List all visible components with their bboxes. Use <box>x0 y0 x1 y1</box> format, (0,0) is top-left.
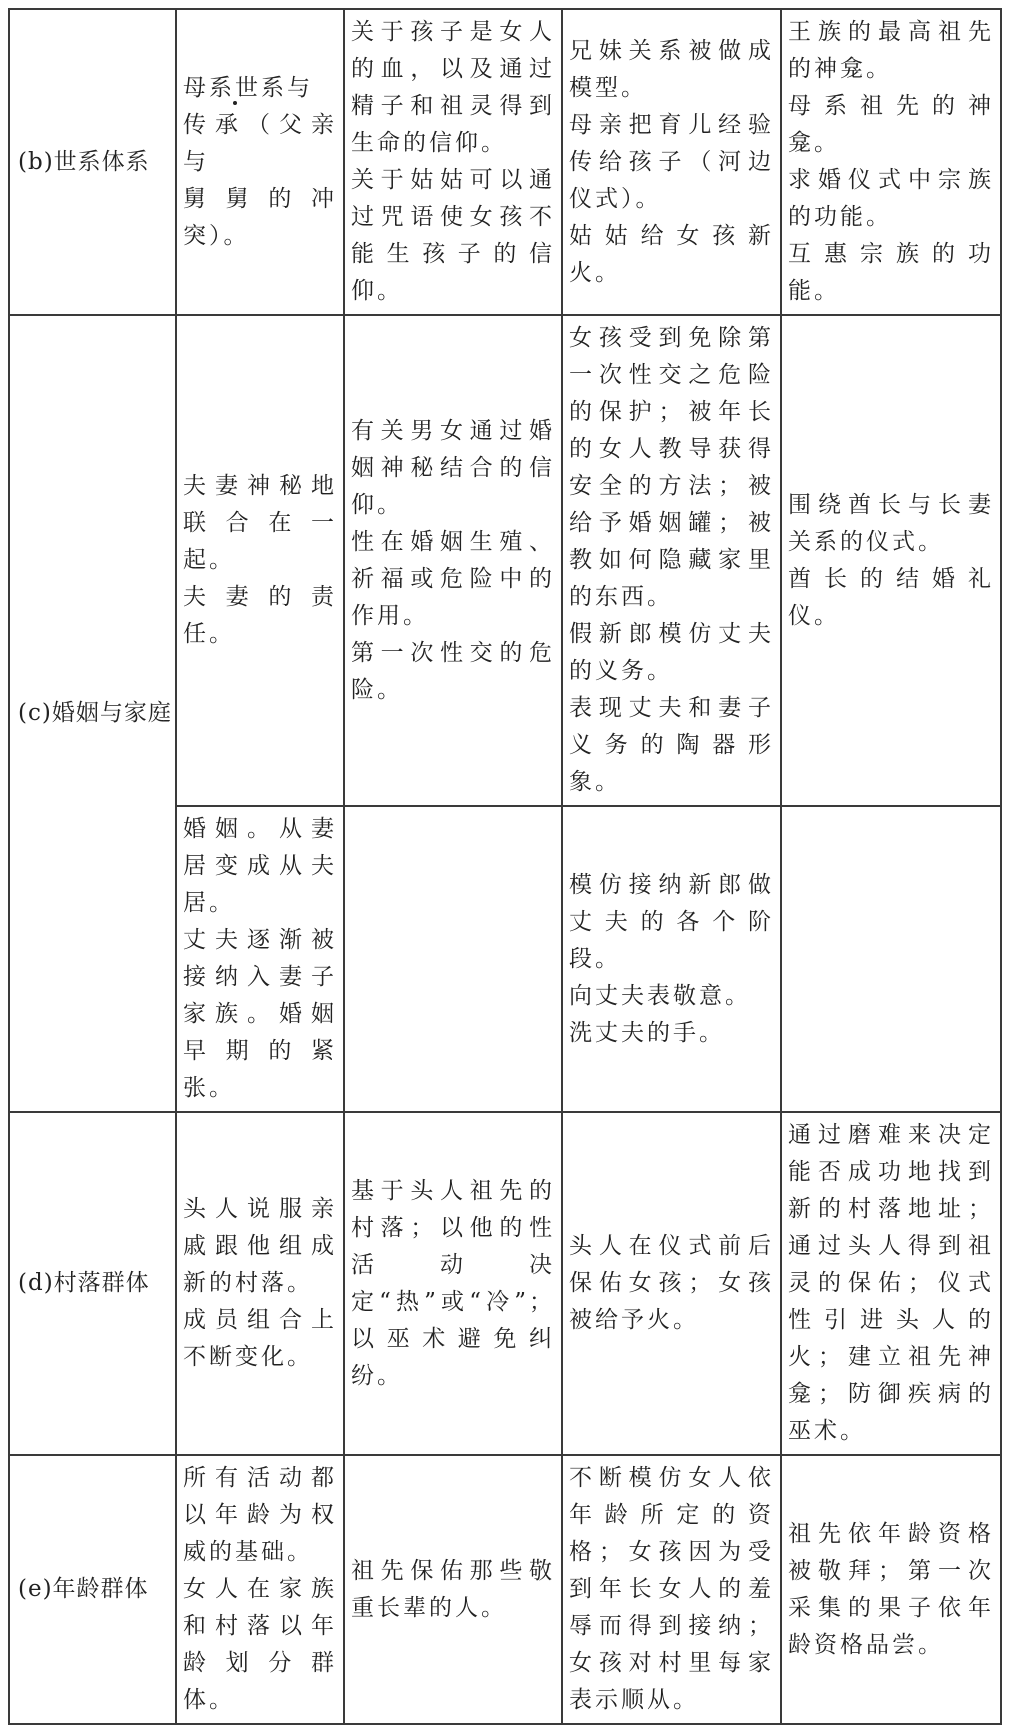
cell-paragraph: 所有活动都以年龄为权威的基础。 <box>183 1465 337 1565</box>
cell-paragraph: 头人在仪式前后保佑女孩；女孩被给予火。 <box>569 1233 774 1333</box>
cell-age-rites <box>562 1455 781 1724</box>
row-heading-village: (d)村落群体 <box>9 1112 176 1455</box>
cell-paragraph: 兄妹关系被做成模型。 <box>569 37 774 101</box>
cell-paragraph: 洗丈夫的手。 <box>569 1019 725 1046</box>
cell-paragraph: 关于孩子是女人的血，以及通过精子和祖灵得到生命的信仰。 <box>351 19 555 156</box>
cell-paragraph: 基于头人祖先的村落；以他的性活动决定“热”或“冷”；以巫术避免纠纷。 <box>351 1177 555 1389</box>
cell-lineage-structure <box>176 9 344 315</box>
row-heading-lineage: (b)世系体系 <box>9 9 176 315</box>
cell-paragraph: 酋长的结婚礼仪。 <box>788 565 994 629</box>
cell-lineage-institutions <box>781 9 1001 315</box>
row-heading-age-group: (e)年龄群体 <box>9 1455 176 1724</box>
cell-marriage-structure <box>176 315 344 806</box>
cell-marriage-rites <box>562 315 781 806</box>
cell-paragraph: 关于姑姑可以通过咒语使女孩不能生孩子的信仰。 <box>351 167 555 304</box>
row-heading-marriage: (c)婚姻与家庭 <box>9 315 176 1112</box>
cell-village-beliefs <box>344 1112 562 1455</box>
cell-paragraph: 有关男女通过婚姻神秘结合的信仰。 <box>351 417 555 518</box>
cell-paragraph: 模仿接纳新郎做丈夫的各个阶段。 <box>569 871 774 972</box>
cell-paragraph: 女孩受到免除第一次性交之危险的保护；被年长的女人教导获得安全的方法；被给予婚姻罐；被教如何隐藏家里的东西。 <box>569 325 774 610</box>
social-structure-table <box>8 8 1002 1725</box>
cell-age-structure <box>176 1455 344 1724</box>
cell-paragraph: 表现丈夫和妻子义务的陶器形象。 <box>569 695 774 795</box>
cell-residence-beliefs-empty <box>344 806 562 1112</box>
cell-age-institutions <box>781 1455 1001 1724</box>
cell-paragraph: 祖先保佑那些敬重长辈的人。 <box>351 1557 555 1621</box>
emphasis-dotted-text: 母系世系 <box>183 74 287 101</box>
cell-paragraph: 不断模仿女人依年龄所定的资格；女孩因为受到年长女人的羞辱而得到接纳；女孩对村里每家表示顺从。 <box>569 1465 774 1713</box>
cell-paragraph: 姑姑给女孩新火。 <box>569 222 774 286</box>
cell-lineage-beliefs <box>344 9 562 315</box>
cell-marriage-beliefs <box>344 315 562 806</box>
cell-lineage-rites <box>562 9 781 315</box>
cell-paragraph: 婚姻。从妻居变成从夫居。 <box>183 816 337 916</box>
cell-paragraph: 向丈夫表敬意。 <box>569 982 751 1009</box>
cell-paragraph: 夫妻神秘地联合在一起。 <box>183 473 337 573</box>
cell-paragraph: 夫妻的责任。 <box>183 584 337 647</box>
cell-text-tail: 与 <box>287 74 313 101</box>
cell-paragraph: 祖先依年龄资格被敬拜；第一次采集的果子依年龄资格品尝。 <box>788 1520 994 1658</box>
cell-residence-institutions-empty <box>781 806 1001 1112</box>
table-row-village <box>9 1112 1001 1455</box>
cell-paragraph: 女人在家族和村落以年龄划分群体。 <box>183 1576 337 1713</box>
cell-paragraph: 互惠宗族的功能。 <box>788 241 994 304</box>
cell-line: 传承（父亲与 <box>183 111 337 175</box>
cell-paragraph: 通过磨难来决定能否成功地找到新的村落地址；通过头人得到祖灵的保佑；仪式性引进头人的火；建立祖先神龛；防御疾病的巫术。 <box>788 1122 994 1444</box>
cell-paragraph: 假新郎模仿丈夫的义务。 <box>569 621 774 684</box>
cell-paragraph: 丈夫逐渐被接纳入妻子家族。婚姻早期的紧张。 <box>183 927 337 1101</box>
cell-paragraph: 性在婚姻生殖、祈福或危险中的作用。 <box>351 528 555 629</box>
cell-residence-structure <box>176 806 344 1112</box>
cell-line: 舅舅的冲突）。 <box>183 185 337 249</box>
cell-paragraph: 头人说服亲戚跟他组成新的村落。 <box>183 1196 337 1296</box>
cell-village-institutions <box>781 1112 1001 1455</box>
cell-paragraph: 第一次性交的危险。 <box>351 639 555 703</box>
cell-village-rites <box>562 1112 781 1455</box>
cell-village-structure <box>176 1112 344 1455</box>
table-row-marriage <box>9 315 1001 806</box>
cell-paragraph: 母亲把育儿经验传给孩子（河边仪式）。 <box>569 111 774 212</box>
cell-paragraph: 求婚仪式中宗族的功能。 <box>788 167 994 230</box>
cell-paragraph: 母系祖先的神龛。 <box>788 93 994 156</box>
cell-paragraph: 围绕酋长与长妻关系的仪式。 <box>788 491 994 555</box>
table-row-lineage <box>9 9 1001 315</box>
cell-paragraph: 成员组合上不断变化。 <box>183 1307 337 1370</box>
cell-paragraph: 王族的最高祖先的神龛。 <box>788 19 994 82</box>
cell-residence-rites <box>562 806 781 1112</box>
cell-marriage-institutions <box>781 315 1001 806</box>
table-row-age-group <box>9 1455 1001 1724</box>
cell-age-beliefs <box>344 1455 562 1724</box>
